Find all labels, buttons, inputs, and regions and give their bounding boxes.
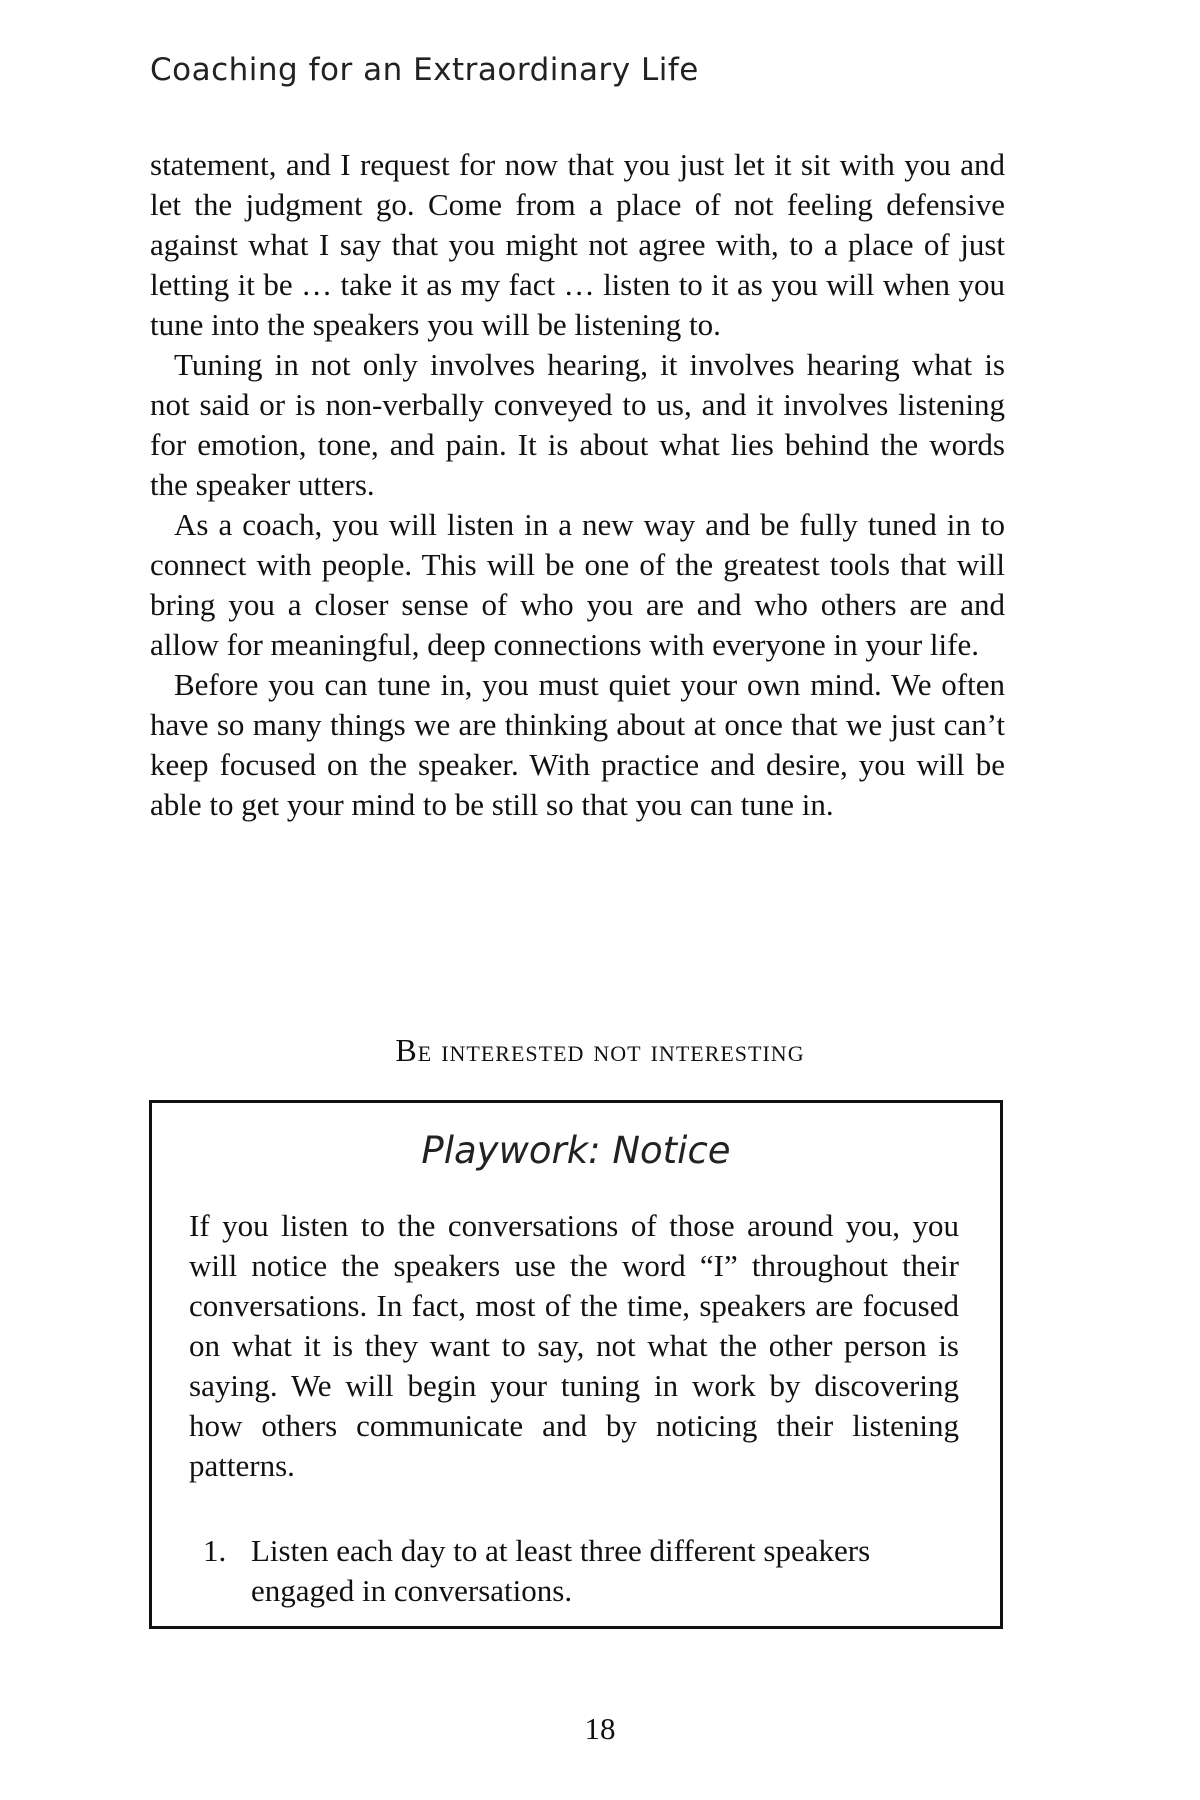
list-item-number: 1. [203, 1533, 227, 1568]
paragraph: statement, and I request for now that you just let it sit with you and let the judgment go. Come from a place of not feeling defensive against what I say that you might not agree with, to a place of just letting it be … take it as my fact … listen to it as you will when you tune into the speakers you will be listening to. [150, 147, 1005, 342]
paragraph: Before you can tune in, you must quiet your own mind. We often have so many things we are thinking about at once that we just can’t keep focused on the speaker. With practice and desire, you will be able to get your mind to be still so that you can tune in. [150, 667, 1005, 822]
playwork-text: If you listen to the conversations of those around you, you will notice the speakers use the word “I” throughout their conversations. In fact, most of the time, speakers are focused on what it is they want to say, not what the other person is saying. We will begin your tuning in work by discovering how others communicate and by noticing their listening patterns. [189, 1208, 959, 1483]
paragraph: As a coach, you will listen in a new way and be fully tuned in to connect with people. This will be one of the greatest tools that will bring you a closer sense of who you are and who others are and allow for meaningful, deep connections with everyone in your life. [150, 507, 1005, 662]
list-item [189, 1531, 959, 1611]
playwork-list [189, 1531, 959, 1611]
list-item-text: Listen each day to at least three different speakers engaged in conversations. [251, 1533, 871, 1608]
page-number: 18 [584, 1711, 616, 1746]
playwork-box [149, 1100, 1003, 1629]
paragraph: Tuning in not only involves hearing, it involves hearing what is not said or is non-verbally conveyed to us, and it involves listening for emotion, tone, and pain. It is about what lies behind the words the speaker utters. [150, 347, 1005, 502]
playwork-title: Playwork: Notice [421, 1129, 731, 1172]
section-heading: Be interested not interesting [395, 1032, 805, 1068]
running-header: Coaching for an Extraordinary Life [150, 52, 699, 88]
body-text [150, 145, 1005, 825]
